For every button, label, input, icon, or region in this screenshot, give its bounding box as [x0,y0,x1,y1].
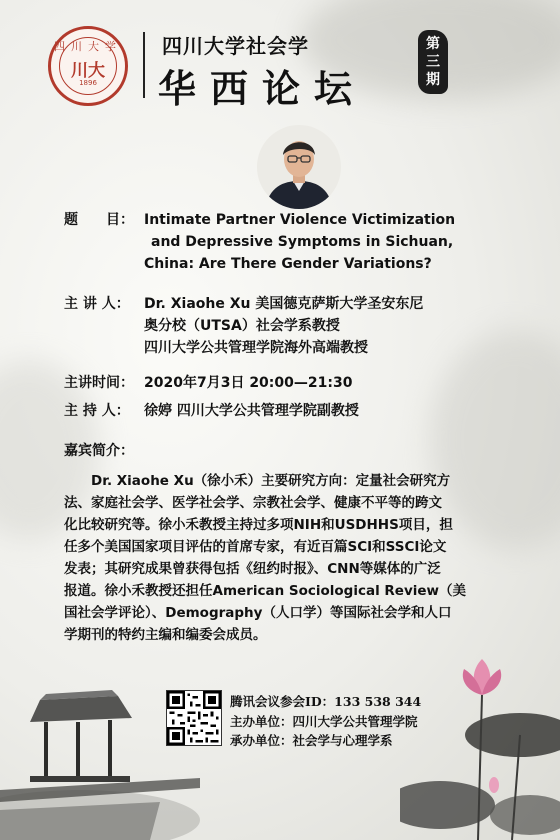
bio-line: Dr. Xiaohe Xu（徐小禾）主要研究方向：定量社会研究方 [64,473,451,489]
title-line-2: and Depressive Symptoms in Sichuan, [151,234,454,250]
time-row [64,372,352,394]
speaker-line-1: Dr. Xiaohe Xu 美国德克萨斯大学圣安东尼 [144,296,424,312]
host-row [64,400,359,422]
seal-text-top: 四川大学 [54,40,122,53]
host-label: 主 持 人： [64,403,130,419]
bio-line: 任多个美国国家项目评估的首席专家，有近百篇SCI和SSCI论文 [64,539,447,555]
issue-char-1: 第 [426,36,440,52]
bio-line: 国社会学评论）、Demography（人口学）等国际社会学和人口 [64,605,452,621]
header-divider [143,32,145,98]
speaker-line-3: 四川大学公共管理学院海外高端教授 [144,340,368,356]
bio-line: 报道。徐小禾教授还担任American Sociological Review（美 [64,583,467,599]
bio-line: 学期刊的特约主编和编委会成员。 [64,627,267,643]
title-line-1: Intimate Partner Violence Victimization [144,212,456,228]
speaker-label: 主 讲 人： [64,296,130,312]
issue-char-2: 三 [426,54,440,70]
bio-text [64,470,494,646]
issue-char-3: 期 [426,72,440,88]
speaker-line-2: 奥分校（UTSA）社会学系教授 [144,318,340,334]
meeting-id: 腾讯会议参会ID：133 538 344 [230,694,422,709]
title-line-3: China: Are There Gender Variations? [144,256,432,272]
bio-line: 法、家庭社会学、医学社会学、宗教社会学、健康不平等的跨文 [64,495,442,511]
co-organizer: 承办单位：社会学与心理学系 [230,733,393,748]
title-label: 题 目： [64,212,134,228]
organizer: 主办单位：四川大学公共管理学院 [230,714,418,729]
org-title: 四川大学社会学 [162,34,309,58]
forum-title: 华西论坛 [158,66,367,111]
speaker-block [64,293,423,359]
host-value: 徐婷 四川大学公共管理学院副教授 [144,403,359,419]
pavilion-painting [0,660,200,840]
lotus-painting [400,655,560,840]
title-block [64,209,455,275]
seal-year: 1896 [79,79,97,87]
speaker-photo [257,125,341,209]
qr-code[interactable] [166,690,222,746]
bio-heading: 嘉宾简介： [64,443,134,459]
time-label: 主讲时间： [64,375,134,391]
university-seal [48,26,128,106]
bio-line: 化比较研究等。徐小禾教授主持过多项NIH和USDHHS项目，担 [64,517,453,533]
time-value: 2020年7月3日 20:00—21:30 [144,375,353,391]
seal-text-mid: 川大 [71,61,105,81]
bio-line: 发表；其研究成果曾获得包括《纽约时报》、CNN等媒体的广泛 [64,561,441,577]
issue-badge [418,30,448,94]
